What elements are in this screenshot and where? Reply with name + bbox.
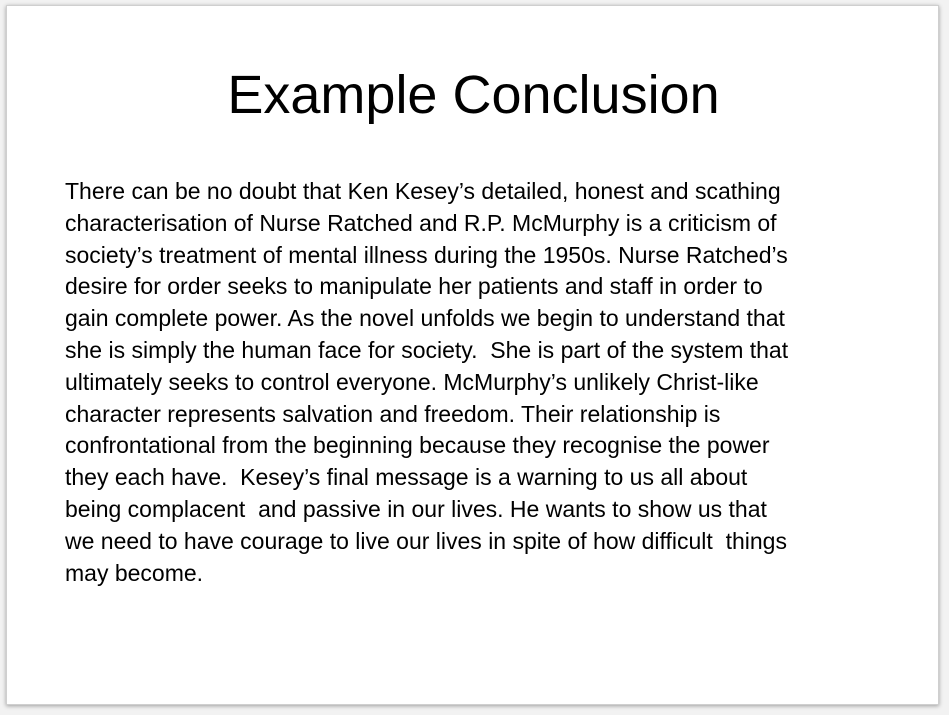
- body-line: characterisation of Nurse Ratched and R.P. McMurphy is a criticism of: [65, 209, 777, 236]
- body-line: desire for order seeks to manipulate her patients and staff in order to: [65, 273, 763, 300]
- body-line: ultimately seeks to control everyone. McMurphy’s unlikely Christ-like: [65, 368, 759, 395]
- body-line: confrontational from the beginning because they recognise the power: [65, 432, 770, 459]
- slide-title: Example Conclusion: [227, 65, 720, 125]
- body-line: being complacent and passive in our lives. He wants to show us that: [65, 495, 767, 522]
- body-line: gain complete power. As the novel unfolds we begin to understand that: [65, 305, 785, 332]
- body-line: she is simply the human face for society. She is part of the system that: [65, 336, 789, 363]
- body-line: may become.: [65, 559, 204, 586]
- body-line: society’s treatment of mental illness during the 1950s. Nurse Ratched’s: [65, 241, 788, 268]
- body-line: they each have. Kesey’s final message is a warning to us all about: [65, 464, 748, 491]
- body-line: character represents salvation and freedom. Their relationship is: [65, 400, 721, 427]
- body-line: we need to have courage to live our lives in spite of how difficult things: [65, 527, 787, 554]
- body-line: There can be no doubt that Ken Kesey’s detailed, honest and scathing: [65, 178, 781, 204]
- slide: [6, 5, 939, 705]
- slide-body: [65, 176, 915, 589]
